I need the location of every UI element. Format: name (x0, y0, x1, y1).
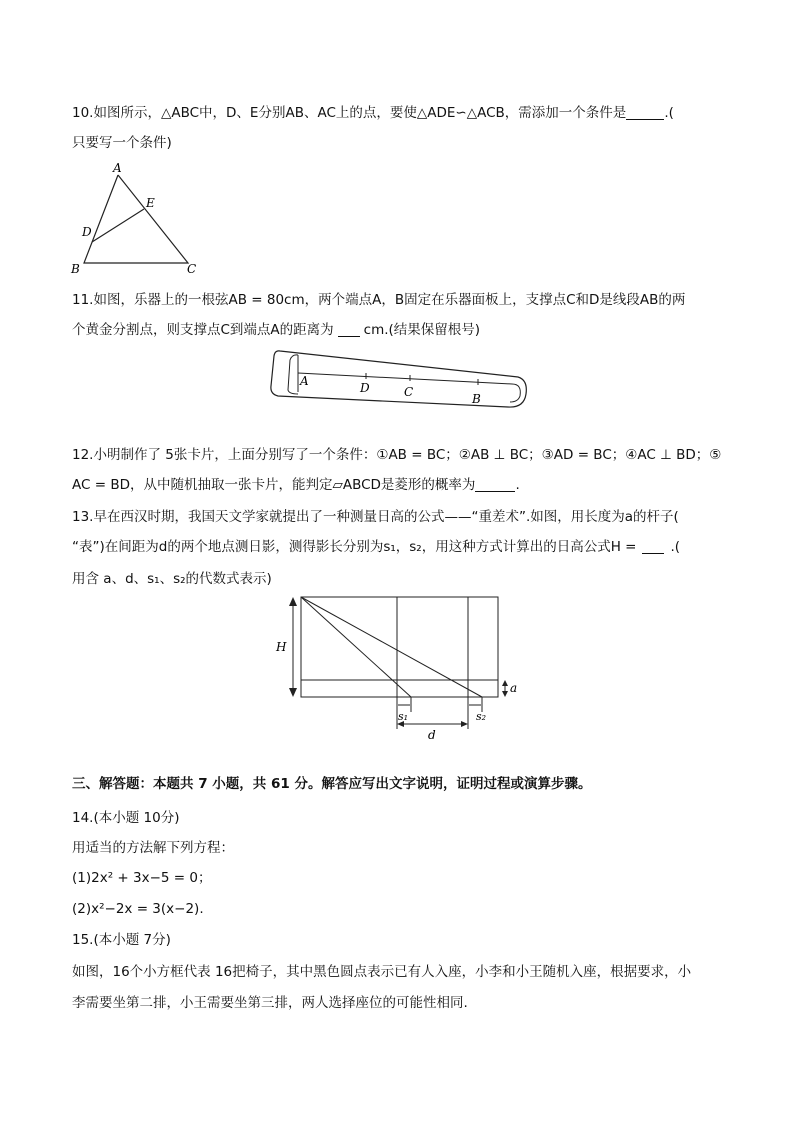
answer-blank (475, 477, 515, 492)
q11-line1: 11.如图，乐器上的一根弦AB = 80cm，两个端点A，B固定在乐器面板上，支撑点C和D是线段AB的两 (72, 292, 686, 308)
q14-title: 14.(本小题 10分) (72, 810, 180, 826)
label-C: C (187, 262, 197, 276)
q15-title: 15.(本小题 7分) (72, 932, 171, 948)
label-B: B (472, 392, 481, 406)
label-C: C (404, 385, 414, 399)
q13-line1: 13.早在西汉时期，我国天文学家就提出了一种测量日高的公式——“重差术”.如图，用长度为a的杆子( (72, 509, 679, 525)
q13-text: “表”)在间距为d的两个地点测日影，测得影长分别为s₁，s₂，用这种方式计算出的日高公式H = (72, 539, 637, 555)
q12-line2 (72, 476, 520, 494)
label-D: D (360, 381, 370, 395)
label-H: H (276, 640, 287, 654)
q10-text: 10.如图所示，△ABC中，D、E分别AB、AC上的点，要使△ADE∽△ACB，需添加一个条件是 (72, 105, 627, 121)
q15-line1: 如图，16个小方框代表 16把椅子，其中黑色圆点表示已有人入座，小李和小王随机入座，根据要求，小 (72, 964, 692, 980)
q12-line1: 12.小明制作了 5张卡片，上面分别写了一个条件：①AB = BC；②AB ⊥ BC；③AD = BC；④AC ⊥ BD；⑤ (72, 447, 722, 463)
label-d: d (428, 728, 436, 742)
q10-text-end: .( (664, 105, 674, 121)
section-heading: 三、解答题：本题共 7 小题，共 61 分。解答应写出文字说明，证明过程或演算步骤。 (72, 776, 592, 792)
label-E: E (146, 196, 155, 210)
q14-intro: 用适当的方法解下列方程： (72, 840, 234, 856)
label-a: a (510, 681, 518, 695)
answer-blank (642, 539, 664, 554)
answer-blank (626, 105, 664, 120)
answer-blank (338, 322, 360, 337)
label-B: B (71, 262, 80, 276)
triangle-figure (66, 160, 206, 278)
label-D: D (82, 225, 92, 239)
q11-line2 (72, 321, 480, 339)
label-A: A (300, 374, 309, 388)
q13-text-end: .( (670, 539, 681, 555)
sun-height-figure (270, 592, 530, 744)
q15-line2: 李需要坐第二排，小王需要坐第三排，两人选择座位的可能性相同. (72, 995, 468, 1011)
q10-line1 (72, 104, 674, 122)
q10-line2: 只要写一个条件) (72, 135, 172, 151)
label-s1: s₁ (398, 710, 409, 723)
q13-line3: 用含 a、d、s₁、s₂的代数式表示) (72, 571, 272, 587)
q14-eq1: (1)2x² + 3x−5 = 0； (72, 870, 212, 886)
q11-text: 个黄金分割点，则支撑点C到端点A的距离为 (72, 322, 334, 338)
label-A: A (113, 161, 122, 175)
q13-line2 (72, 538, 680, 556)
instrument-figure (268, 346, 530, 412)
label-s2: s₂ (476, 710, 487, 723)
q12-text: AC = BD，从中随机抽取一张卡片，能判定▱ABCD是菱形的概率为 (72, 477, 476, 493)
q12-text-end: . (515, 477, 520, 493)
q14-eq2: (2)x²−2x = 3(x−2). (72, 901, 204, 917)
q11-text-end: cm.(结果保留根号) (363, 322, 481, 338)
